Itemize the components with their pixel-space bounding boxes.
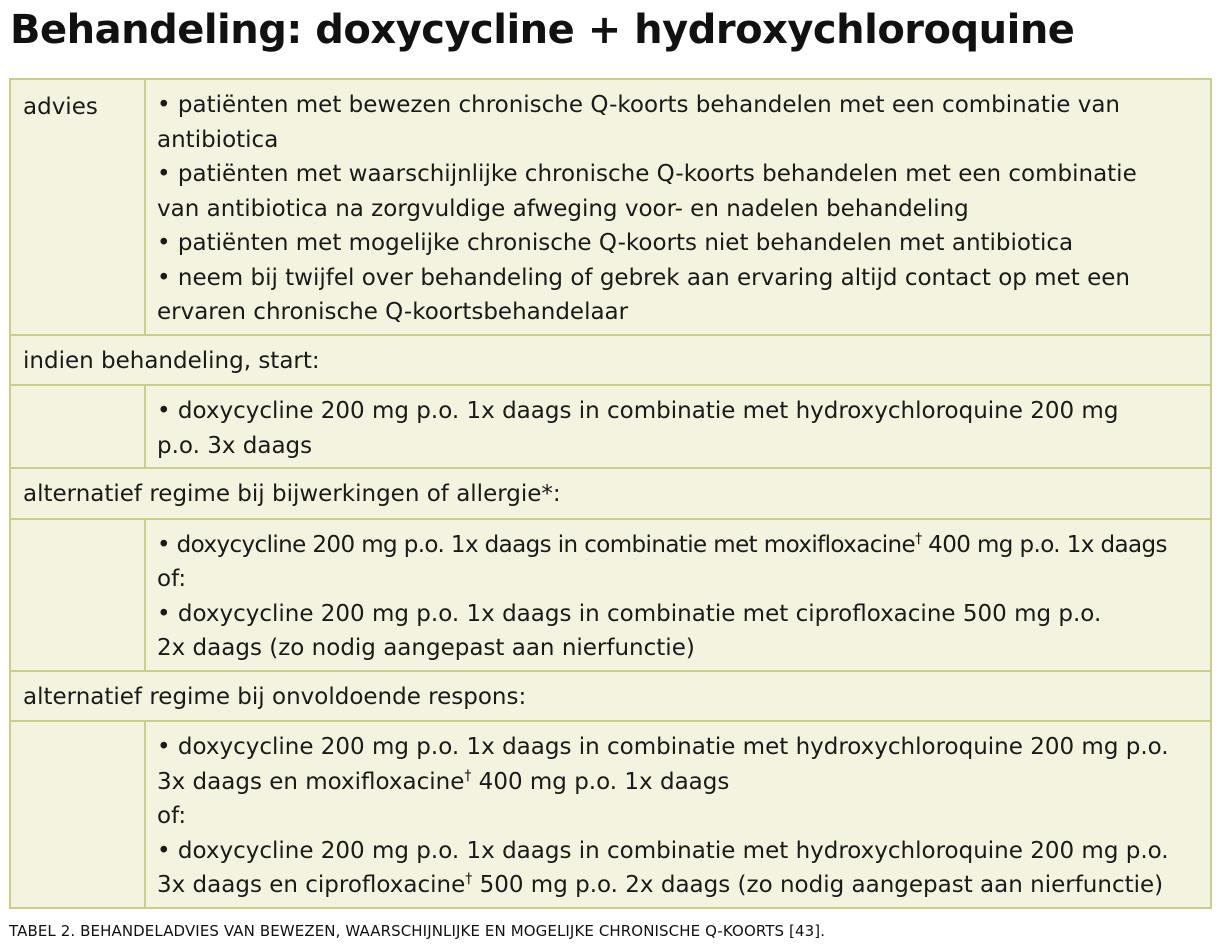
empty-label-cell bbox=[10, 385, 145, 468]
respons-content bbox=[145, 721, 1211, 908]
allergie-row bbox=[10, 519, 1211, 671]
allergie-content bbox=[145, 519, 1211, 671]
allergie-heading-row bbox=[10, 468, 1211, 519]
advies-line: van antibiotica na zorgvuldige afweging voor- en nadelen behandeling bbox=[157, 195, 969, 222]
respons-line-text: 500 mg p.o. 2x daags (zo nodig aangepast aan nierfunctie) bbox=[472, 872, 1164, 898]
table-caption: TABEL 2. BEHANDELADVIES VAN BEWEZEN, WAARSCHIJNLIJKE EN MOGELIJKE CHRONISCHE Q-KOORTS [43]. bbox=[9, 922, 826, 940]
respons-heading-row bbox=[10, 671, 1211, 722]
start-heading: indien behandeling, start: bbox=[10, 335, 1211, 386]
allergie-line: • doxycycline 200 mg p.o. 1x daags in combinatie met ciprofloxacine 500 mg p.o. bbox=[157, 600, 1102, 627]
respons-line-text: 3x daags en moxifloxacine bbox=[157, 768, 465, 795]
start-row bbox=[10, 385, 1211, 468]
respons-row bbox=[10, 721, 1211, 908]
respons-line: • doxycycline 200 mg p.o. 1x daags in combinatie met hydroxychloroquine 200 mg p.o. bbox=[157, 734, 1169, 760]
advies-label: advies bbox=[10, 79, 145, 335]
advies-line: ervaren chronische Q-koortsbehandelaar bbox=[157, 299, 629, 325]
advies-line: • patiënten met mogelijke chronische Q-koorts niet behandelen met antibiotica bbox=[157, 230, 1074, 256]
advies-row bbox=[10, 79, 1211, 335]
advies-line: • patiënten met bewezen chronische Q-koorts behandelen met een combinatie van bbox=[157, 92, 1120, 118]
dagger-footnote-mark: † bbox=[464, 767, 472, 784]
respons-line-text: 3x daags en ciprofloxacine bbox=[157, 872, 466, 898]
start-line: p.o. 3x daags bbox=[157, 432, 313, 459]
advies-line: antibiotica bbox=[157, 126, 279, 153]
respons-line: • doxycycline 200 mg p.o. 1x daags in combinatie met hydroxychloroquine 200 mg p.o. bbox=[157, 837, 1169, 864]
empty-label-cell bbox=[10, 721, 145, 908]
allergie-line-text: • doxycycline 200 mg p.o. 1x daags in combinatie met moxifloxacine bbox=[157, 531, 916, 558]
start-content bbox=[145, 385, 1211, 468]
page-title: Behandeling: doxycycline + hydroxychloroquine bbox=[10, 7, 1075, 53]
respons-heading: alternatief regime bij onvoldoende respons: bbox=[10, 671, 1211, 722]
empty-label-cell bbox=[10, 519, 145, 671]
advies-line: • neem bij twijfel over behandeling of gebrek aan ervaring altijd contact op met een bbox=[157, 264, 1130, 291]
start-heading-row bbox=[10, 335, 1211, 386]
dagger-footnote-mark: † bbox=[915, 530, 922, 547]
allergie-line: of: bbox=[157, 566, 187, 592]
allergie-heading: alternatief regime bij bijwerkingen of allergie*: bbox=[10, 468, 1211, 519]
allergie-line: 2x daags (zo nodig aangepast aan nierfunctie) bbox=[157, 635, 695, 661]
allergie-line bbox=[157, 528, 1200, 563]
dagger-footnote-mark: † bbox=[465, 871, 473, 887]
start-line: • doxycycline 200 mg p.o. 1x daags in combinatie met hydroxychloroquine 200 mg bbox=[157, 398, 1119, 424]
respons-line bbox=[157, 765, 1200, 800]
advies-line: • patiënten met waarschijnlijke chronische Q-koorts behandelen met een combinatie bbox=[157, 161, 1137, 187]
allergie-line-text: 400 mg p.o. 1x daags bbox=[921, 531, 1167, 558]
respons-line bbox=[157, 868, 1200, 903]
treatment-advice-table bbox=[9, 78, 1212, 909]
advies-content bbox=[145, 79, 1211, 335]
respons-line-text: 400 mg p.o. 1x daags bbox=[471, 768, 730, 795]
respons-line: of: bbox=[157, 803, 187, 829]
